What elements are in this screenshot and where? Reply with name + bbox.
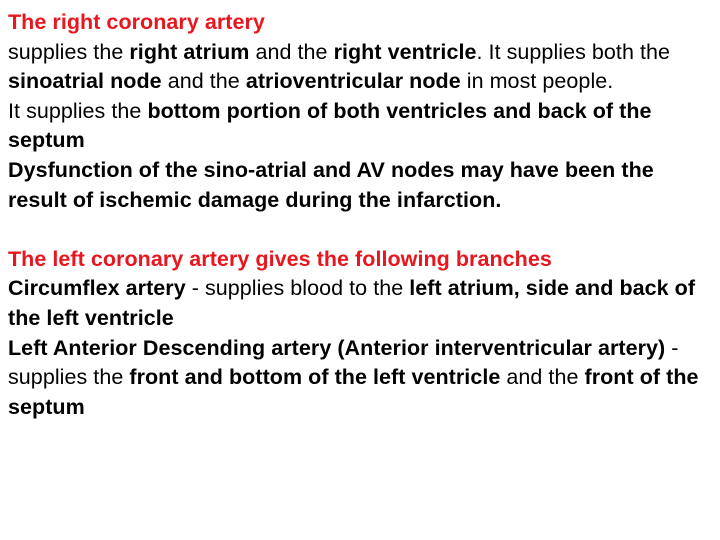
rca-dysfunction-paragraph bbox=[8, 156, 714, 215]
term-left-atrium: left atrium, side and back of the left ventricle bbox=[8, 276, 696, 330]
text-run: supplies the bbox=[8, 39, 130, 64]
rca-supply-paragraph bbox=[8, 38, 714, 97]
lad-paragraph bbox=[8, 334, 714, 423]
term-front-bottom: front and bottom of the left ventricle bbox=[129, 365, 501, 390]
text-run: and the bbox=[249, 39, 334, 64]
term-bottom-portion: bottom portion of both ventricles and back of the septum bbox=[8, 98, 652, 153]
term-right-ventricle: right ventricle bbox=[333, 39, 477, 64]
circumflex-paragraph bbox=[8, 274, 714, 333]
term-atrioventricular-node: atrioventricular node bbox=[245, 69, 461, 94]
rca-heading: The right coronary artery bbox=[8, 10, 265, 34]
lca-heading: The left coronary artery gives the following branches bbox=[8, 246, 552, 271]
text-run: and the bbox=[500, 365, 585, 390]
text-run: . It supplies both the bbox=[476, 39, 671, 64]
slide-body bbox=[8, 8, 714, 422]
text-run: It supplies the bbox=[8, 98, 148, 123]
term-right-atrium: right atrium bbox=[129, 39, 250, 64]
term-sinoatrial-node: sinoatrial node bbox=[8, 69, 162, 94]
term-lad-artery: Left Anterior Descending artery (Anterior interventricular artery) bbox=[8, 335, 666, 360]
text-run: - supplies the bbox=[8, 335, 679, 390]
term-circumflex-artery: Circumflex artery bbox=[8, 276, 186, 301]
text-run: in most people. bbox=[460, 69, 614, 94]
text-run: - supplies blood to the bbox=[185, 276, 410, 301]
dysfunction-text: Dysfunction of the sino-atrial and AV nodes may have been the result of ischemic damage during the infarction. bbox=[8, 157, 654, 212]
term-front-septum: front of the septum bbox=[8, 365, 699, 419]
rca-bottom-paragraph bbox=[8, 97, 714, 156]
section-spacer bbox=[8, 215, 714, 245]
text-run: and the bbox=[161, 69, 246, 94]
